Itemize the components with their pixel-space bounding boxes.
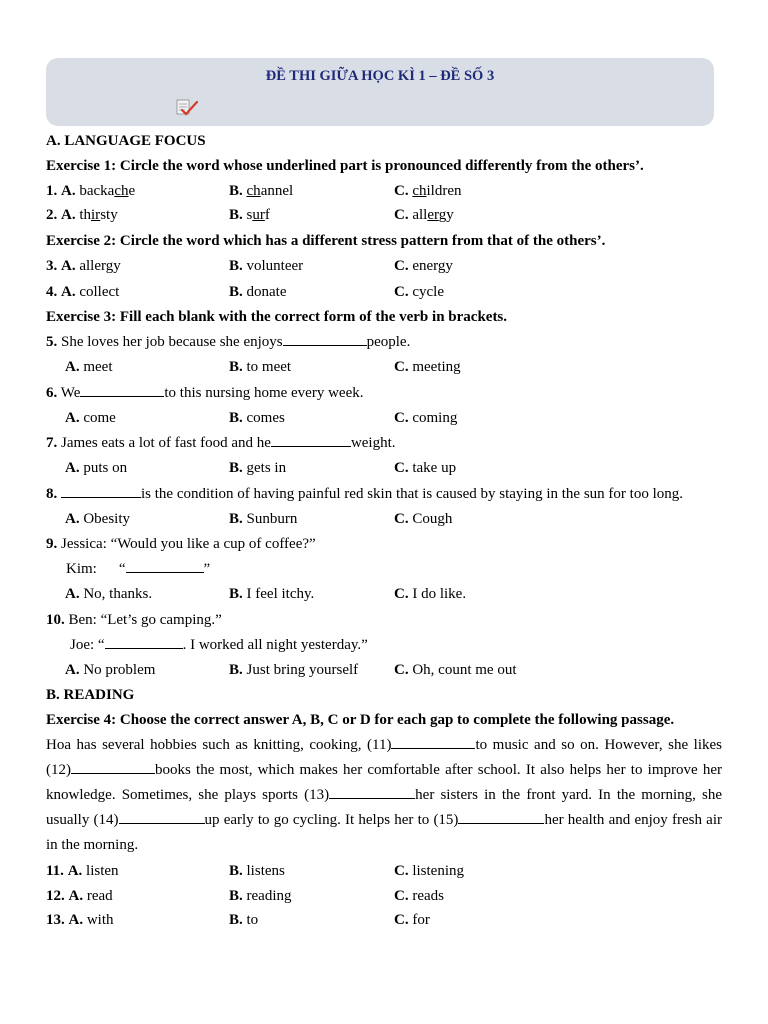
- option-a: backache: [79, 183, 136, 199]
- option-c: C. reads: [394, 888, 444, 904]
- option-c: C. children: [394, 183, 462, 199]
- question-4: 4. A. collect: [46, 284, 120, 300]
- option-b: B. I feel itchy.: [229, 586, 315, 602]
- question-12: 12. A. read: [46, 888, 113, 904]
- option-a: allergy: [79, 258, 121, 274]
- option-a: read: [86, 888, 113, 904]
- option-b: B. reading: [229, 888, 292, 904]
- option-b: B. comes: [229, 410, 285, 426]
- option-b: B. to: [229, 912, 259, 928]
- option-c: C. listening: [394, 863, 465, 879]
- option-b: B. Just bring yourself: [229, 662, 359, 678]
- answer-blank[interactable]: [119, 811, 205, 824]
- option-c: C. Cough: [394, 511, 453, 527]
- question-10: 10. Ben: “Let’s go camping.”: [46, 612, 222, 628]
- option-c: C. for: [394, 912, 430, 928]
- answer-blank[interactable]: [80, 384, 164, 397]
- option-a: listen: [86, 863, 119, 879]
- option-c: C. energy: [394, 258, 453, 274]
- option-c: C. allergy: [394, 207, 454, 223]
- question-2: 2. A. thirsty: [46, 207, 118, 223]
- answer-blank[interactable]: [329, 786, 415, 799]
- question-8: 8. is the condition of having painful red skin that is caused by staying in the sun for too long.: [46, 486, 683, 502]
- option-a: A. No, thanks.: [65, 586, 153, 602]
- question-9-response: Kim: “ ”: [66, 561, 211, 577]
- option-b: B. listens: [229, 863, 285, 879]
- section-a-title: A. LANGUAGE FOCUS: [46, 133, 206, 149]
- question-13: 13. A. with: [46, 912, 114, 928]
- exercise-1-title: Exercise 1: Circle the word whose underlined part is pronounced differently from the others’.: [46, 158, 644, 174]
- option-c: C. meeting: [394, 359, 461, 375]
- option-label: A.: [61, 183, 76, 199]
- option-b: B. Sunburn: [229, 511, 298, 527]
- option-a: A. meet: [65, 359, 113, 375]
- option-a: thirsty: [79, 207, 118, 223]
- option-a: collect: [79, 284, 120, 300]
- question-6: 6. We to this nursing home every week.: [46, 385, 364, 401]
- option-b: B. donate: [229, 284, 287, 300]
- answer-blank[interactable]: [458, 811, 544, 824]
- question-11: 11. A. listen: [46, 863, 119, 879]
- option-c: C. I do like.: [394, 586, 467, 602]
- answer-blank[interactable]: [105, 636, 183, 649]
- question-5: 5. She loves her job because she enjoys people.: [46, 334, 411, 350]
- question-number: 1.: [46, 183, 58, 199]
- option-a: A. Obesity: [65, 511, 131, 527]
- answer-blank[interactable]: [391, 736, 475, 749]
- exercise-3-title: Exercise 3: Fill each blank with the correct form of the verb in brackets.: [46, 309, 508, 325]
- option-c: C. cycle: [394, 284, 444, 300]
- option-a: with: [86, 912, 114, 928]
- option-b: B. channel: [229, 183, 294, 199]
- option-b: B. gets in: [229, 460, 287, 476]
- page-title: ĐỀ THI GIỮA HỌC KÌ 1 – ĐỀ SỐ 3: [265, 68, 495, 84]
- answer-blank[interactable]: [283, 333, 367, 346]
- option-c: C. Oh, count me out: [394, 662, 517, 678]
- answer-blank[interactable]: [126, 560, 204, 573]
- question-9: 9. Jessica: “Would you like a cup of coffee?”: [46, 536, 316, 552]
- exercise-4-title: Exercise 4: Choose the correct answer A, B, C or D for each gap to complete the following passage.: [46, 712, 675, 728]
- section-b-title: B. READING: [46, 687, 135, 703]
- question-1: [46, 182, 135, 200]
- question-7: 7. James eats a lot of fast food and he weight.: [46, 435, 396, 451]
- question-10-response: Joe: “ . I worked all night yesterday.”: [70, 637, 368, 653]
- option-c: C. coming: [394, 410, 458, 426]
- option-c: C. take up: [394, 460, 457, 476]
- option-b: B. volunteer: [229, 258, 304, 274]
- option-b: B. surf: [229, 207, 270, 223]
- exercise-2-title: Exercise 2: Circle the word which has a different stress pattern from that of the others’.: [46, 233, 606, 249]
- option-a: A. come: [65, 410, 116, 426]
- header-box: [46, 58, 714, 126]
- reading-passage: Hoa has several hobbies such as knitting, cooking, (11) to music and so on. However, she likes (12) books the most, which makes her comfortable after school. It also helps her to improve her knowledge. Sometimes, she plays sports (13) her sisters in the front yard. In the morning, she usually (14) up early to go cycling. It helps her to (15) her health and enjoy fresh air in the morning.: [46, 737, 722, 853]
- option-a: A. puts on: [65, 460, 128, 476]
- answer-blank[interactable]: [71, 761, 155, 774]
- answer-blank[interactable]: [271, 434, 351, 447]
- option-a: A. No problem: [65, 662, 156, 678]
- question-3: 3. A. allergy: [46, 258, 121, 274]
- answer-blank[interactable]: [61, 485, 141, 498]
- book-check-icon: [176, 98, 198, 116]
- option-b: B. to meet: [229, 359, 292, 375]
